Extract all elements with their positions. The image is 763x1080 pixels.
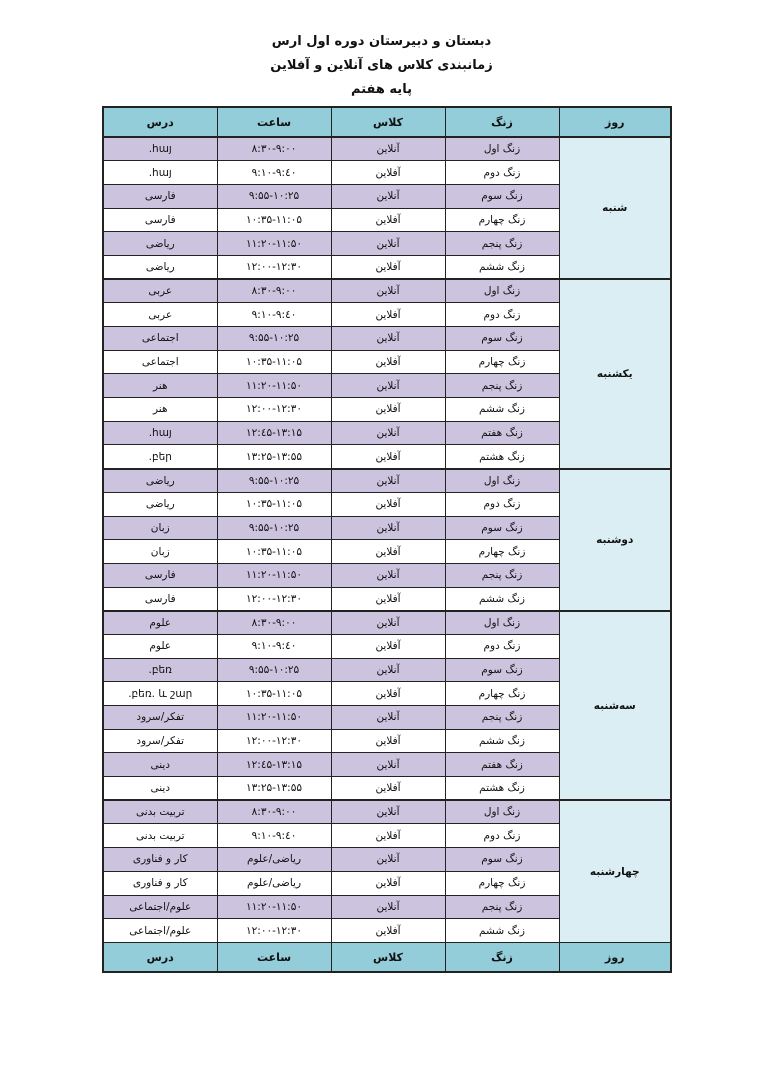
time-cell: ریاضی/علوم — [217, 848, 331, 872]
time-cell: ۸:۳۰-۹:۰۰ — [217, 611, 331, 635]
bell-cell: زنگ اول — [445, 800, 559, 824]
time-cell: ۹:۱۰-۹:٤۰ — [217, 824, 331, 848]
class-cell: آفلاین — [331, 919, 445, 943]
subject-cell: دینی — [103, 753, 217, 777]
time-cell: ۱۰:۳۵-۱۱:۰۵ — [217, 350, 331, 374]
subject-cell: دینی — [103, 777, 217, 801]
class-cell: آنلاین — [331, 706, 445, 730]
footer-row — [103, 942, 671, 972]
time-cell: ۱۰:۳۵-۱۱:۰۵ — [217, 492, 331, 516]
bell-cell: زنگ چهارم — [445, 682, 559, 706]
bell-cell: زنگ سوم — [445, 184, 559, 208]
time-cell: ۱۱:۲۰-۱۱:۵۰ — [217, 895, 331, 919]
class-cell: آفلاین — [331, 445, 445, 469]
subject-cell: علوم/اجتماعی — [103, 919, 217, 943]
subject-cell: բեռ. և շար. — [103, 682, 217, 706]
subject-cell: هنر — [103, 374, 217, 398]
table-row — [103, 469, 671, 493]
bell-cell: زنگ سوم — [445, 848, 559, 872]
subject-cell: اجتماعی — [103, 327, 217, 351]
subject-cell: اجتماعی — [103, 350, 217, 374]
time-cell: ۱۱:۲۰-۱۱:۵۰ — [217, 374, 331, 398]
bell-cell: زنگ پنجم — [445, 232, 559, 256]
time-cell: ۹:۱۰-۹:٤۰ — [217, 303, 331, 327]
bell-cell: زنگ هشتم — [445, 777, 559, 801]
bell-cell: زنگ ششم — [445, 255, 559, 279]
time-cell: ۱۲:٤۵-۱۳:۱۵ — [217, 421, 331, 445]
subject-cell: تربیت بدنی — [103, 800, 217, 824]
class-cell: آفلاین — [331, 777, 445, 801]
time-cell: ۹:۱۰-۹:٤۰ — [217, 161, 331, 185]
time-cell: ۱۲:۰۰-۱۲:۳۰ — [217, 729, 331, 753]
subject-cell: هنر — [103, 398, 217, 422]
class-cell: آنلاین — [331, 184, 445, 208]
time-cell: ۹:۵۵-۱۰:۲۵ — [217, 658, 331, 682]
subject-cell: ریاضی — [103, 232, 217, 256]
bell-cell: زنگ پنجم — [445, 706, 559, 730]
subject-cell: فارسی — [103, 563, 217, 587]
bell-cell: زنگ ششم — [445, 587, 559, 611]
subject-cell: علوم — [103, 611, 217, 635]
footer-time: ساعت — [217, 942, 331, 972]
header-row — [103, 107, 671, 137]
subject-cell: تفکر/سرود — [103, 706, 217, 730]
bell-cell: زنگ سوم — [445, 516, 559, 540]
bell-cell: زنگ دوم — [445, 634, 559, 658]
time-cell: ۱۱:۲۰-۱۱:۵۰ — [217, 232, 331, 256]
class-cell: آنلاین — [331, 469, 445, 493]
time-cell: ۱۲:٤۵-۱۳:۱۵ — [217, 753, 331, 777]
bell-cell: زنگ اول — [445, 469, 559, 493]
time-cell: ۹:۱۰-۹:٤۰ — [217, 634, 331, 658]
bell-cell: زنگ ششم — [445, 398, 559, 422]
time-cell: ۱۳:۲۵-۱۳:۵۵ — [217, 445, 331, 469]
bell-cell: زنگ اول — [445, 137, 559, 161]
bell-cell: زنگ ششم — [445, 729, 559, 753]
class-cell: آفلاین — [331, 729, 445, 753]
bell-cell: زنگ پنجم — [445, 563, 559, 587]
schedule-title: زمانبندی کلاس های آنلاین و آفلاین — [270, 58, 493, 73]
subject-cell: کار و فناوری — [103, 848, 217, 872]
bell-cell: زنگ ششم — [445, 919, 559, 943]
day-cell: سه‌شنبه — [559, 611, 671, 801]
time-cell: ۸:۳۰-۹:۰۰ — [217, 279, 331, 303]
bell-cell: زنگ پنجم — [445, 374, 559, 398]
table-row — [103, 137, 671, 161]
subject-cell: ریاضی — [103, 255, 217, 279]
class-cell: آنلاین — [331, 563, 445, 587]
day-cell: چهارشنبه — [559, 800, 671, 942]
footer-class: کلاس — [331, 942, 445, 972]
class-cell: آنلاین — [331, 232, 445, 256]
subject-cell: ریاضی — [103, 469, 217, 493]
class-cell: آفلاین — [331, 350, 445, 374]
time-cell: ریاضی/علوم — [217, 871, 331, 895]
class-cell: آنلاین — [331, 279, 445, 303]
subject-cell: բեր. — [103, 445, 217, 469]
subject-cell: հայ. — [103, 161, 217, 185]
subject-cell: հայ. — [103, 137, 217, 161]
bell-cell: زنگ سوم — [445, 327, 559, 351]
time-cell: ۱۰:۳۵-۱۱:۰۵ — [217, 682, 331, 706]
time-cell: ۱۲:۰۰-۱۲:۳۰ — [217, 919, 331, 943]
bell-cell: زنگ چهارم — [445, 871, 559, 895]
class-cell: آفلاین — [331, 587, 445, 611]
class-cell: آنلاین — [331, 753, 445, 777]
class-cell: آنلاین — [331, 421, 445, 445]
class-cell: آفلاین — [331, 824, 445, 848]
bell-cell: زنگ هشتم — [445, 445, 559, 469]
time-cell: ۸:۳۰-۹:۰۰ — [217, 800, 331, 824]
subject-cell: հայ. — [103, 421, 217, 445]
footer-bell: زنگ — [445, 942, 559, 972]
class-cell: آفلاین — [331, 540, 445, 564]
time-cell: ۹:۵۵-۱۰:۲۵ — [217, 327, 331, 351]
time-cell: ۱۱:۲۰-۱۱:۵۰ — [217, 563, 331, 587]
schedule-body — [103, 137, 671, 942]
bell-cell: زنگ اول — [445, 611, 559, 635]
time-cell: ۸:۳۰-۹:۰۰ — [217, 137, 331, 161]
time-cell: ۱۲:۰۰-۱۲:۳۰ — [217, 398, 331, 422]
bell-cell: زنگ هفتم — [445, 421, 559, 445]
header-bell: زنگ — [445, 107, 559, 137]
header-class: کلاس — [331, 107, 445, 137]
subject-cell: عربی — [103, 279, 217, 303]
time-cell: ۹:۵۵-۱۰:۲۵ — [217, 184, 331, 208]
time-cell: ۱۰:۳۵-۱۱:۰۵ — [217, 540, 331, 564]
class-cell: آفلاین — [331, 871, 445, 895]
table-row — [103, 800, 671, 824]
subject-cell: عربی — [103, 303, 217, 327]
class-cell: آفلاین — [331, 303, 445, 327]
header-day: روز — [559, 107, 671, 137]
bell-cell: زنگ چهارم — [445, 350, 559, 374]
subject-cell: تربیت بدنی — [103, 824, 217, 848]
class-cell: آنلاین — [331, 848, 445, 872]
school-title: دبستان و دبیرستان دوره اول ارس — [271, 34, 492, 49]
bell-cell: زنگ چهارم — [445, 540, 559, 564]
day-cell: یکشنبه — [559, 279, 671, 469]
bell-cell: زنگ دوم — [445, 492, 559, 516]
subject-cell: زبان — [103, 516, 217, 540]
grade-title: پایه هفتم — [351, 82, 412, 97]
class-cell: آنلاین — [331, 658, 445, 682]
footer-day: روز — [559, 942, 671, 972]
class-cell: آفلاین — [331, 682, 445, 706]
class-cell: آفلاین — [331, 255, 445, 279]
class-cell: آفلاین — [331, 492, 445, 516]
class-cell: آنلاین — [331, 327, 445, 351]
time-cell: ۱۲:۰۰-۱۲:۳۰ — [217, 255, 331, 279]
class-cell: آنلاین — [331, 895, 445, 919]
class-cell: آنلاین — [331, 374, 445, 398]
subject-cell: բեռ. — [103, 658, 217, 682]
schedule-table — [102, 106, 672, 973]
day-cell: شنبه — [559, 137, 671, 279]
bell-cell: زنگ سوم — [445, 658, 559, 682]
table-row — [103, 279, 671, 303]
class-cell: آنلاین — [331, 516, 445, 540]
time-cell: ۱۰:۳۵-۱۱:۰۵ — [217, 208, 331, 232]
bell-cell: زنگ پنجم — [445, 895, 559, 919]
footer-subject: درس — [103, 942, 217, 972]
class-cell: آفلاین — [331, 161, 445, 185]
class-cell: آفلاین — [331, 634, 445, 658]
subject-cell: ریاضی — [103, 492, 217, 516]
bell-cell: زنگ اول — [445, 279, 559, 303]
class-cell: آنلاین — [331, 137, 445, 161]
time-cell: ۱۳:۲۵-۱۳:۵۵ — [217, 777, 331, 801]
bell-cell: زنگ چهارم — [445, 208, 559, 232]
bell-cell: زنگ دوم — [445, 303, 559, 327]
subject-cell: تفکر/سرود — [103, 729, 217, 753]
table-row — [103, 611, 671, 635]
subject-cell: فارسی — [103, 208, 217, 232]
bell-cell: زنگ هفتم — [445, 753, 559, 777]
subject-cell: کار و فناوری — [103, 871, 217, 895]
subject-cell: زبان — [103, 540, 217, 564]
document-header — [0, 30, 763, 102]
time-cell: ۱۲:۰۰-۱۲:۳۰ — [217, 587, 331, 611]
header-time: ساعت — [217, 107, 331, 137]
time-cell: ۹:۵۵-۱۰:۲۵ — [217, 469, 331, 493]
bell-cell: زنگ دوم — [445, 161, 559, 185]
day-cell: دوشنبه — [559, 469, 671, 611]
bell-cell: زنگ دوم — [445, 824, 559, 848]
class-cell: آفلاین — [331, 398, 445, 422]
subject-cell: فارسی — [103, 184, 217, 208]
subject-cell: علوم — [103, 634, 217, 658]
header-subject: درس — [103, 107, 217, 137]
time-cell: ۹:۵۵-۱۰:۲۵ — [217, 516, 331, 540]
class-cell: آنلاین — [331, 800, 445, 824]
class-cell: آنلاین — [331, 611, 445, 635]
time-cell: ۱۱:۲۰-۱۱:۵۰ — [217, 706, 331, 730]
subject-cell: علوم/اجتماعی — [103, 895, 217, 919]
subject-cell: فارسی — [103, 587, 217, 611]
class-cell: آفلاین — [331, 208, 445, 232]
